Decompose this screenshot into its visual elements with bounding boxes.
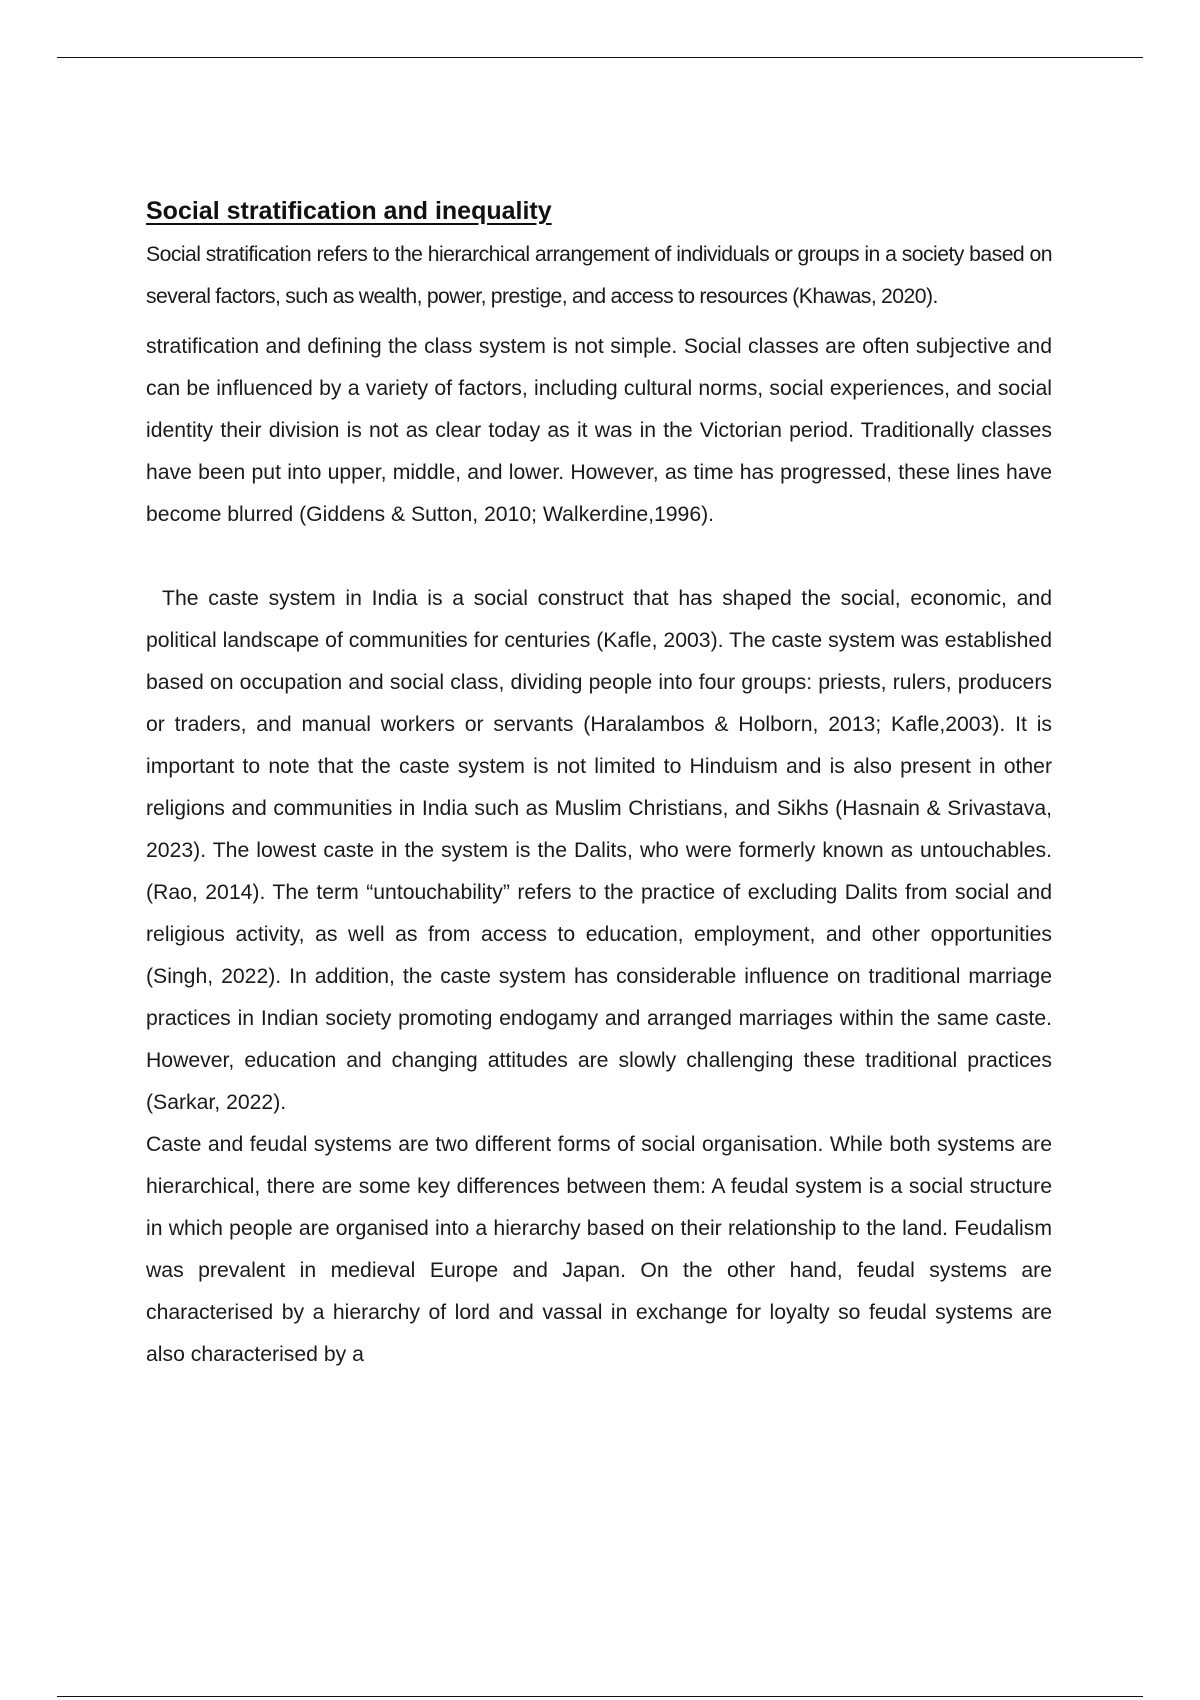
section-heading: Social stratification and inequality	[146, 197, 552, 225]
paragraph-intro: Social stratification refers to the hierarchical arrangement of individuals or groups in a society based on several factors, such as wealth, power, prestige, and access to resources (Khawas, 2020).	[146, 243, 1052, 308]
document-body	[146, 196, 1052, 1376]
paragraph-caste-system: The caste system in India is a social construct that has shaped the social, economic, and political landscape of communities for centuries (Kafle, 2003). The caste system was established based on occupation and social class, dividing people into four groups: priests, rulers, producers or traders, and manual workers or servants (Haralambos & Holborn, 2013; Kafle,2003). It is important to note that the caste system is not limited to Hinduism and is also present in other religions and communities in India such as Muslim Christians, and Sikhs (Hasnain & Srivastava, 2023). The lowest caste in the system is the Dalits, who were formerly known as untouchables. (Rao, 2014). The term “untouchability” refers to the practice of excluding Dalits from social and religious activity, as well as from access to education, employment, and other opportunities (Singh, 2022). In addition, the caste system has considerable influence on traditional marriage practices in Indian society promoting endogamy and arranged marriages within the same caste. However, education and changing attitudes are slowly challenging these traditional practices (Sarkar, 2022).	[146, 587, 1052, 1114]
paragraph-caste-vs-feudal: Caste and feudal systems are two different forms of social organisation. While both systems are hierarchical, there are some key differences between them: A feudal system is a social structure in which people are organised into a hierarchy based on their relationship to the land. Feudalism was prevalent in medieval Europe and Japan. On the other hand, feudal systems are characterised by a hierarchy of lord and vassal in exchange for loyalty so feudal systems are also characterised by a	[146, 1133, 1052, 1366]
footer-rule	[57, 1696, 1143, 1697]
paragraph-class-system: stratification and defining the class system is not simple. Social classes are often subjective and can be influenced by a variety of factors, including cultural norms, social experiences, and social identity their division is not as clear today as it was in the Victorian period. Traditionally classes have been put into upper, middle, and lower. However, as time has progressed, these lines have become blurred (Giddens & Sutton, 2010; Walkerdine,1996).	[146, 335, 1052, 526]
header-rule	[57, 57, 1143, 58]
